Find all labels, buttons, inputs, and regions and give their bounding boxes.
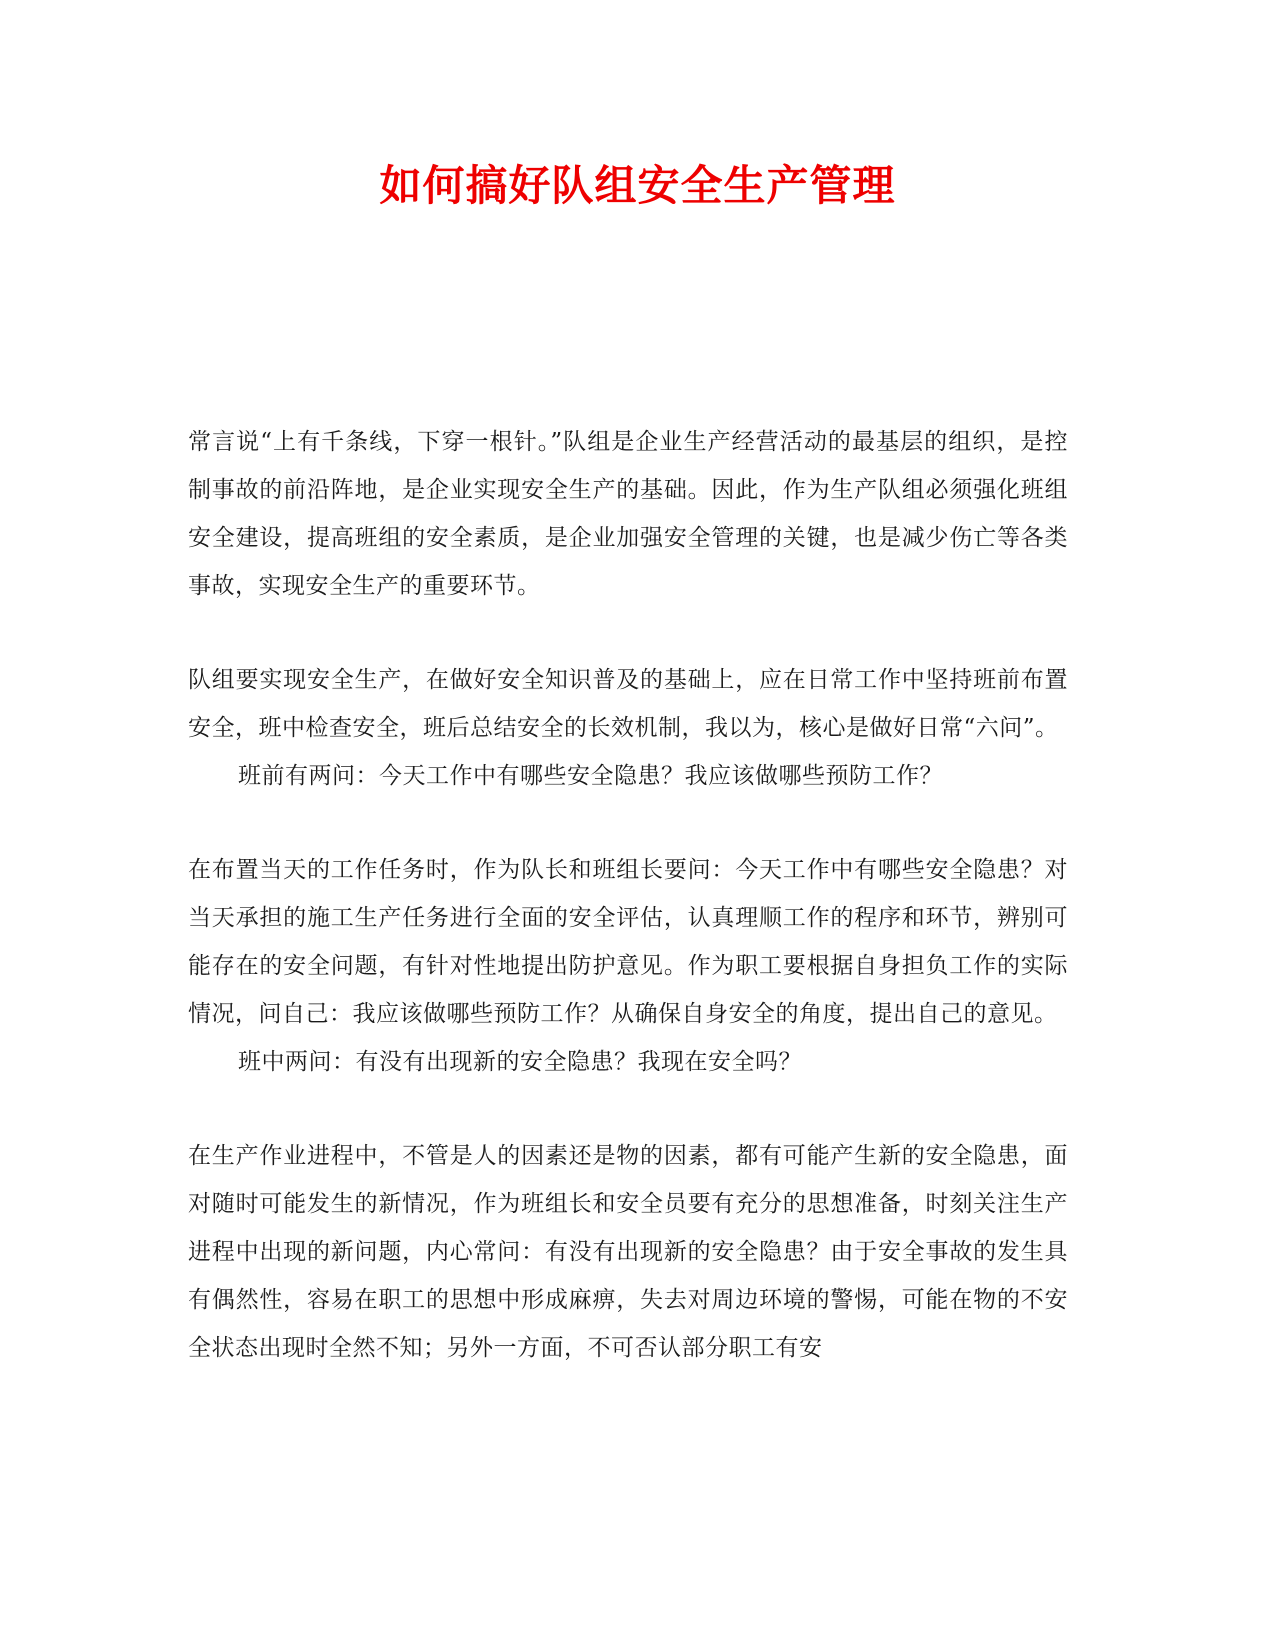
document-body xyxy=(188,418,1068,1372)
paragraph-pre-shift: 在布置当天的工作任务时，作为队长和班组长要问：今天工作中有哪些安全隐患？对当天承担的施工生产任务进行全面的安全评估，认真理顺工作的程序和环节，辨别可能存在的安全问题，有针对性地提出防护意见。作为职工要根据自身担负工作的实际情况，问自己：我应该做哪些预防工作？从确保自身安全的角度，提出自己的意见。 xyxy=(188,857,1068,1027)
paragraph-mid-shift: 在生产作业进程中，不管是人的因素还是物的因素，都有可能产生新的安全隐患，面对随时可能发生的新情况，作为班组长和安全员要有充分的思想准备，时刻关注生产进程中出现的新问题，内心常问：有没有出现新的安全隐患？由于安全事故的发生具有偶然性，容易在职工的思想中形成麻痹，失去对周边环境的警惕，可能在物的不安全状态出现时全然不知；另外一方面，不可否认部分职工有安 xyxy=(188,1143,1068,1361)
heading-pre-shift-questions: 班前有两问：今天工作中有哪些安全隐患？我应该做哪些预防工作？ xyxy=(238,763,943,789)
paragraph-intro: 常言说“上有千条线，下穿一根针。”队组是企业生产经营活动的最基层的组织，是控制事故的前沿阵地，是企业实现安全生产的基础。因此，作为生产队组必须强化班组安全建设，提高班组的安全素质，是企业加强安全管理的关键，也是减少伤亡等各类事故，实现安全生产的重要环节。 xyxy=(188,429,1068,599)
paragraph-six-questions: 队组要实现安全生产，在做好安全知识普及的基础上，应在日常工作中坚持班前布置安全，班中检查安全，班后总结安全的长效机制，我以为，核心是做好日常“六问”。 xyxy=(188,667,1068,741)
heading-mid-shift-questions: 班中两问：有没有出现新的安全隐患？我现在安全吗？ xyxy=(238,1049,802,1075)
document-title: 如何搞好队组安全生产管理 xyxy=(379,161,896,210)
